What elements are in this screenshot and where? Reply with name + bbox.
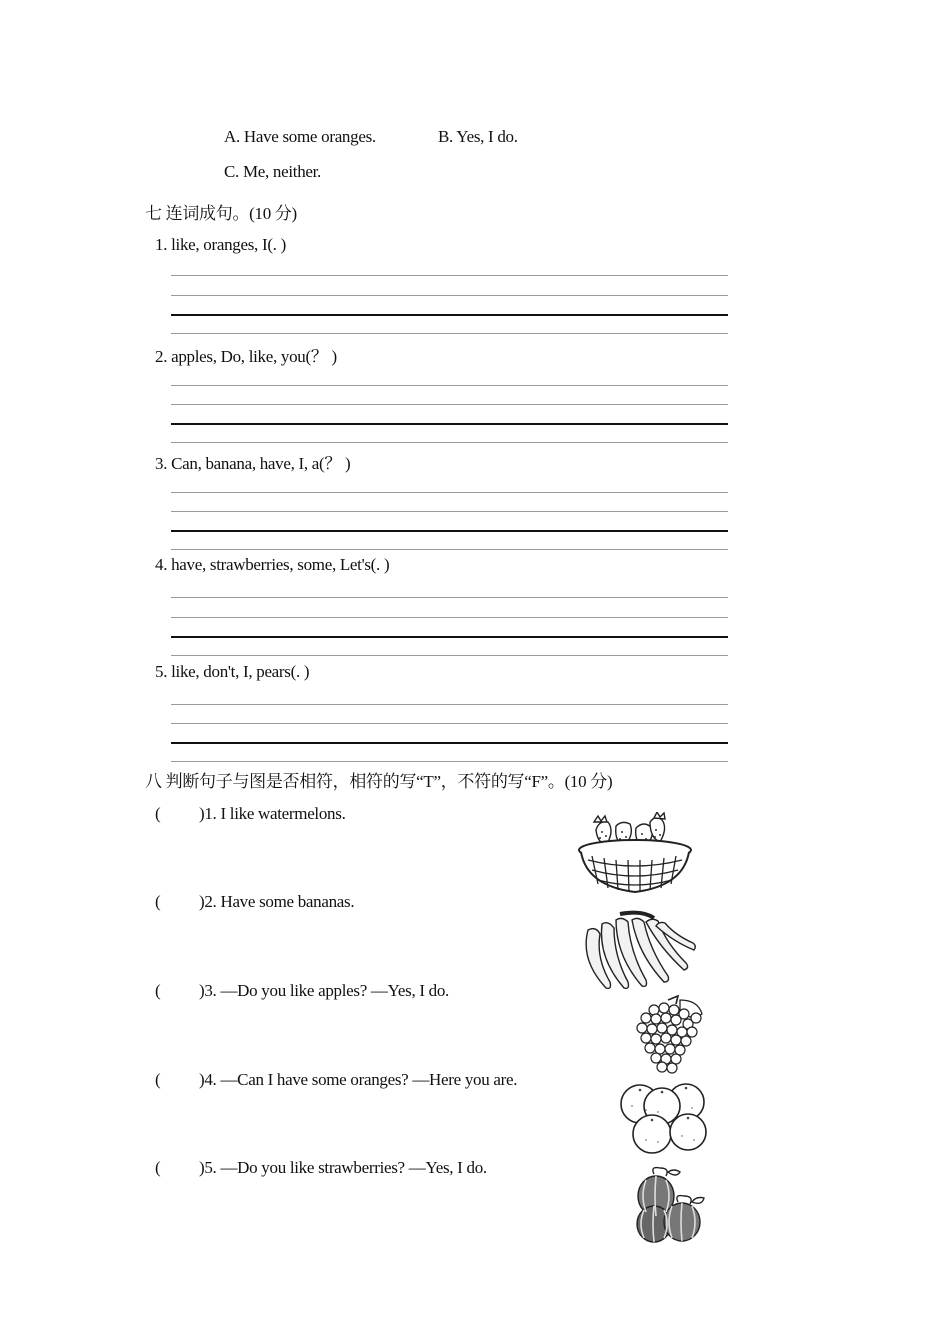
writing-line	[171, 314, 728, 316]
option-a: A. Have some oranges.	[224, 127, 376, 146]
section8-item-3: )3. —Do you like apples? —Yes, I do.	[199, 981, 450, 1000]
section8-item-4: )4. —Can I have some oranges? —Here you are.	[199, 1070, 518, 1089]
writing-line	[171, 530, 728, 532]
writing-line	[171, 423, 728, 425]
writing-line[interactable]	[171, 597, 728, 598]
writing-line	[171, 442, 728, 443]
section7-item-2: 2. apples, Do, like, you(？ )	[155, 347, 337, 366]
writing-line	[171, 617, 728, 618]
writing-line[interactable]	[171, 385, 728, 386]
section8-title: 八 判断句子与图是否相符，相符的写“T”，不符的写“F”。(10 分)	[145, 772, 613, 791]
writing-line	[171, 404, 728, 405]
section7-item-3: 3. Can, banana, have, I, a(？ )	[155, 454, 351, 473]
watermelons-picture	[632, 1166, 708, 1246]
answer-paren[interactable]: (	[155, 981, 161, 1000]
option-c: C. Me, neither.	[224, 162, 322, 181]
answer-paren[interactable]: (	[155, 1158, 161, 1177]
section8-item-2: )2. Have some bananas.	[199, 892, 355, 911]
answer-paren[interactable]: (	[155, 892, 161, 911]
grapes-picture	[632, 994, 706, 1074]
writing-line	[171, 742, 728, 744]
answer-paren[interactable]: (	[155, 804, 161, 823]
answer-paren[interactable]: (	[155, 1070, 161, 1089]
writing-line	[171, 761, 728, 762]
option-b: B. Yes, I do.	[438, 127, 518, 146]
strawberry-basket-picture	[576, 812, 694, 898]
writing-line	[171, 295, 728, 296]
bananas-picture	[580, 910, 696, 994]
section7-item-5: 5. like, don't, I, pears(. )	[155, 662, 310, 681]
writing-line	[171, 511, 728, 512]
section7-item-1: 1. like, oranges, I(. )	[155, 235, 286, 254]
writing-line[interactable]	[171, 492, 728, 493]
section7-item-4: 4. have, strawberries, some, Let's(. )	[155, 555, 390, 574]
writing-line	[171, 549, 728, 550]
writing-line[interactable]	[171, 704, 728, 705]
section8-item-1: )1. I like watermelons.	[199, 804, 346, 823]
writing-line	[171, 333, 728, 334]
writing-line	[171, 636, 728, 638]
section7-title: 七 连词成句。(10 分)	[145, 204, 297, 223]
section8-item-5: )5. —Do you like strawberries? —Yes, I do.	[199, 1158, 487, 1177]
oranges-picture	[618, 1082, 710, 1158]
writing-line[interactable]	[171, 275, 728, 276]
writing-line	[171, 655, 728, 656]
writing-line	[171, 723, 728, 724]
